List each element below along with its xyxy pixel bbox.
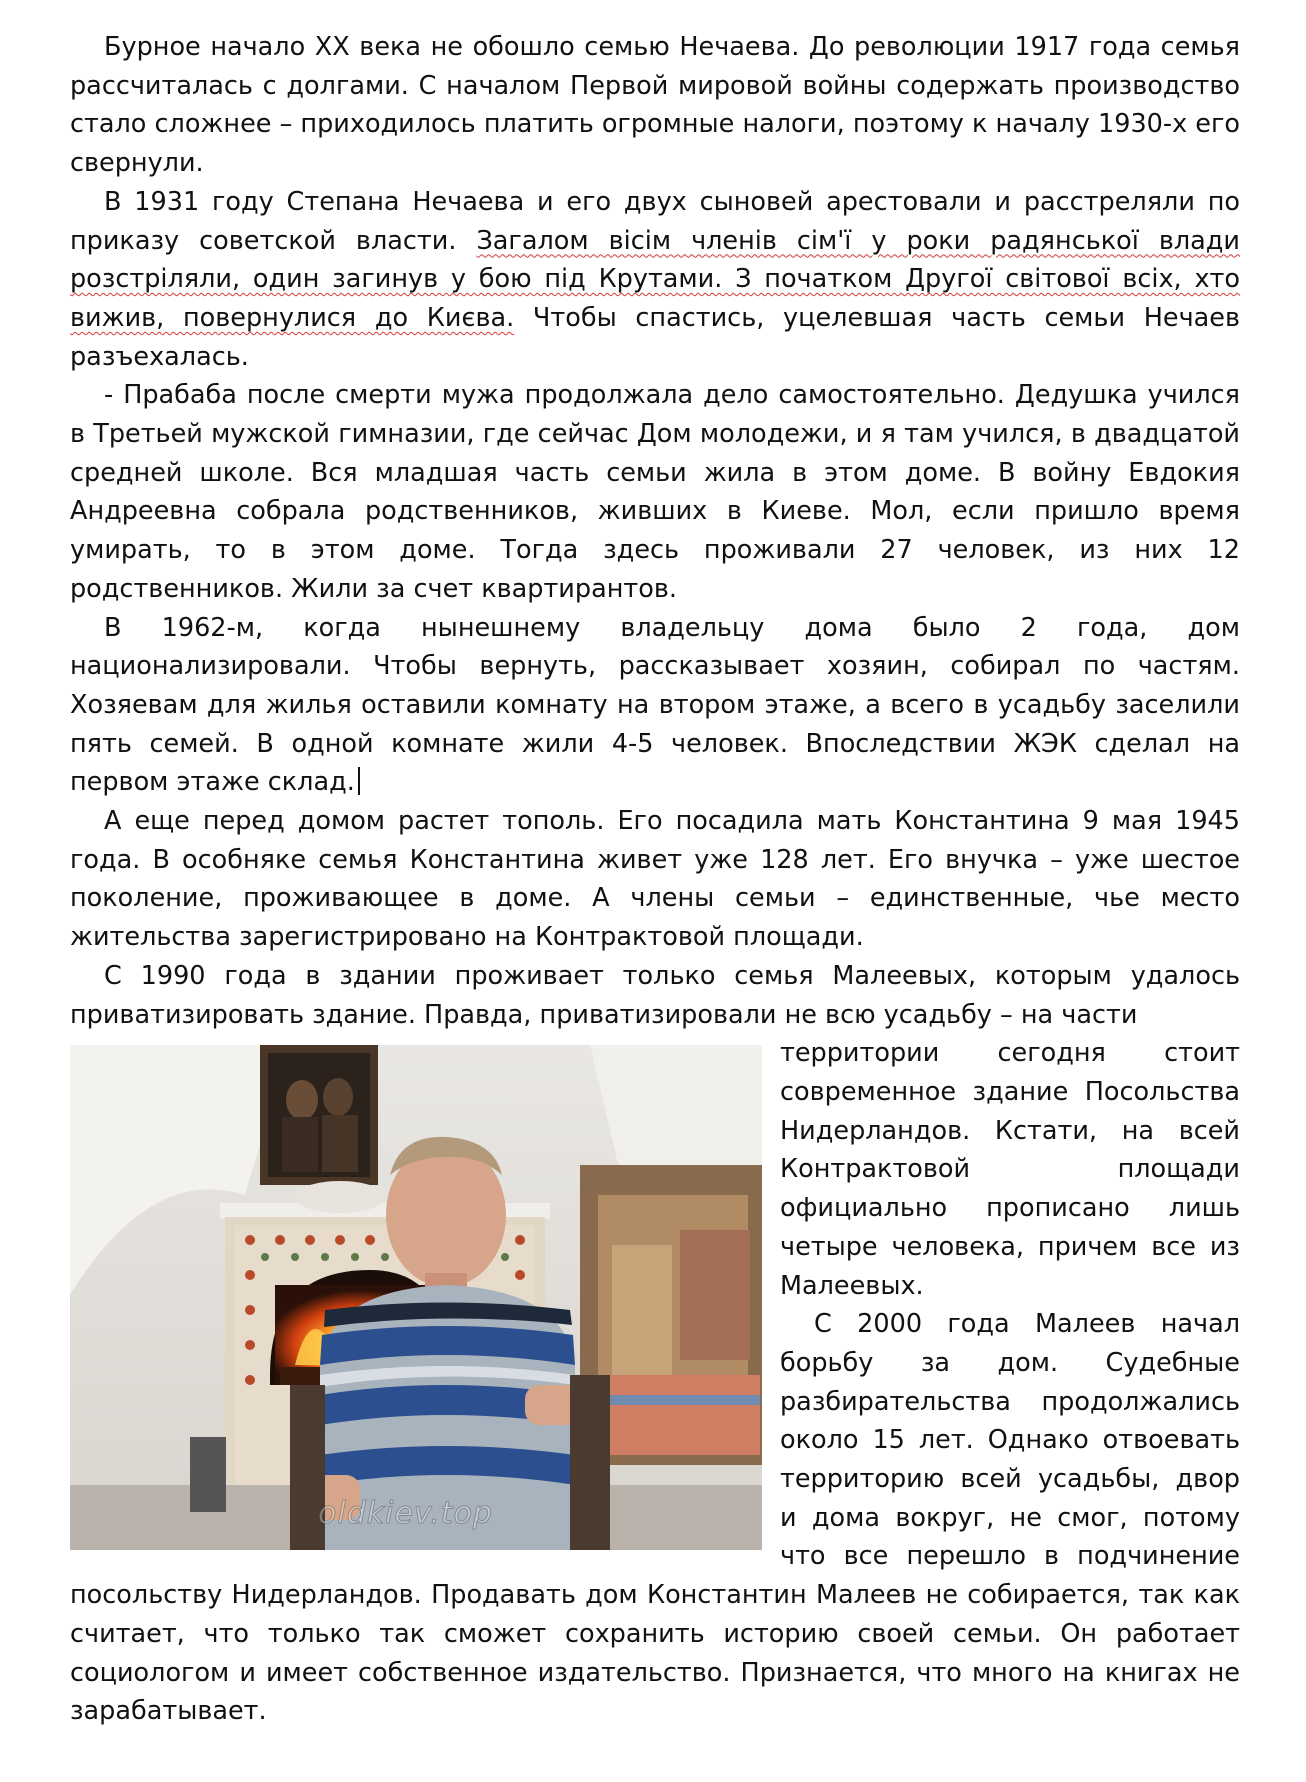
- photo-watermark: oldkiev.top: [318, 1496, 493, 1532]
- fireplace-photo-image: [70, 1045, 762, 1550]
- paragraph-7: С 2000 года Малеев начал борьбу за дом. Судебные разбирательства продолжались около 15 лет. Однако отвоевать территорию всей усадьбы, двор и дома вокруг, не смог, потому что все перешло в подчинение посольству Нидерландов. Продавать дом Константин Малеев не собирается, так как считает, что только так сможет сохранить историю своей семьи. Он работает социологом и имеет собственное издательство. Признается, что много на книгах не зарабатывает.: [70, 1309, 1240, 1727]
- paragraph-2-ru-start: В 1931 году Степана Нечаева и его двух сыновей арестовали и расстреляли по приказу советской власти.: [70, 186, 1240, 256]
- document-page: [70, 28, 1240, 1731]
- paragraph-5: А еще перед домом растет тополь. Его посадила мать Константина 9 мая 1945 года. В особняке семья Константина живет уже 128 лет. Его внучка – уже шестое поколение, проживающее в доме. А члены семьи – единственные, чье место жительства зарегистрировано на Контрактовой площади.: [70, 806, 1240, 953]
- text-cursor: [358, 767, 360, 795]
- paragraph-1: Бурное начало XX века не обошло семью Нечаева. До революции 1917 года семья рассчиталась с долгами. С началом Первой мировой войны содержать производство стало сложнее – приходилось платить огромные налоги, поэтому к началу 1930-х его свернули.: [70, 32, 1240, 179]
- paragraph-4: [70, 609, 1240, 803]
- paragraph-6-wrapped: территории сегодня стоит современное здание Посольства Нидерландов. Кстати, на всей Контрактовой площади официально прописано лишь четыре человека, причем все из Малеевых.: [780, 1038, 1240, 1301]
- paragraph-2-ukrainian-text: Загалом вісім членів сім'ї у роки радянської влади розстріляли, один загинув у бою під Крутами. З початком Другої світової всіх, хто вижив, повернулися до Києва.: [70, 225, 1240, 333]
- paragraph-4-text: В 1962-м, когда нынешнему владельцу дома было 2 года, дом национализировали. Чтобы вернуть, рассказывает хозяин, собирал по частям. Хозяевам для жилья оставили комнату на втором этаже, а всего в усадьбу заселили пять семей. В одной комнате жили 4-5 человек. Впоследствии ЖЭК сделал на первом этаже склад.: [70, 612, 1240, 798]
- paragraph-6-start: С 1990 года в здании проживает только семья Малеевых, которым удалось приватизировать здание. Правда, приватизировали не всю усадьбу – на части: [70, 960, 1240, 1030]
- fireplace-photo: [70, 1045, 762, 1550]
- paragraph-2: [70, 183, 1240, 377]
- paragraph-3: - Прабаба после смерти мужа продолжала дело самостоятельно. Дедушка учился в Третьей мужской гимназии, где сейчас Дом молодежи, и я там учился, в двадцатой средней школе. Вся младшая часть семьи жила в этом доме. В войну Евдокия Андреевна собрала родственников, живших в Киеве. Мол, если пришло время умирать, то в этом доме. Тогда здесь проживали 27 человек, из них 12 родственников. Жили за счет квартирантов.: [70, 380, 1240, 604]
- paragraph-2-ru-end: Чтобы спастись, уцелевшая часть семьи Нечаев разъехалась.: [70, 302, 1240, 372]
